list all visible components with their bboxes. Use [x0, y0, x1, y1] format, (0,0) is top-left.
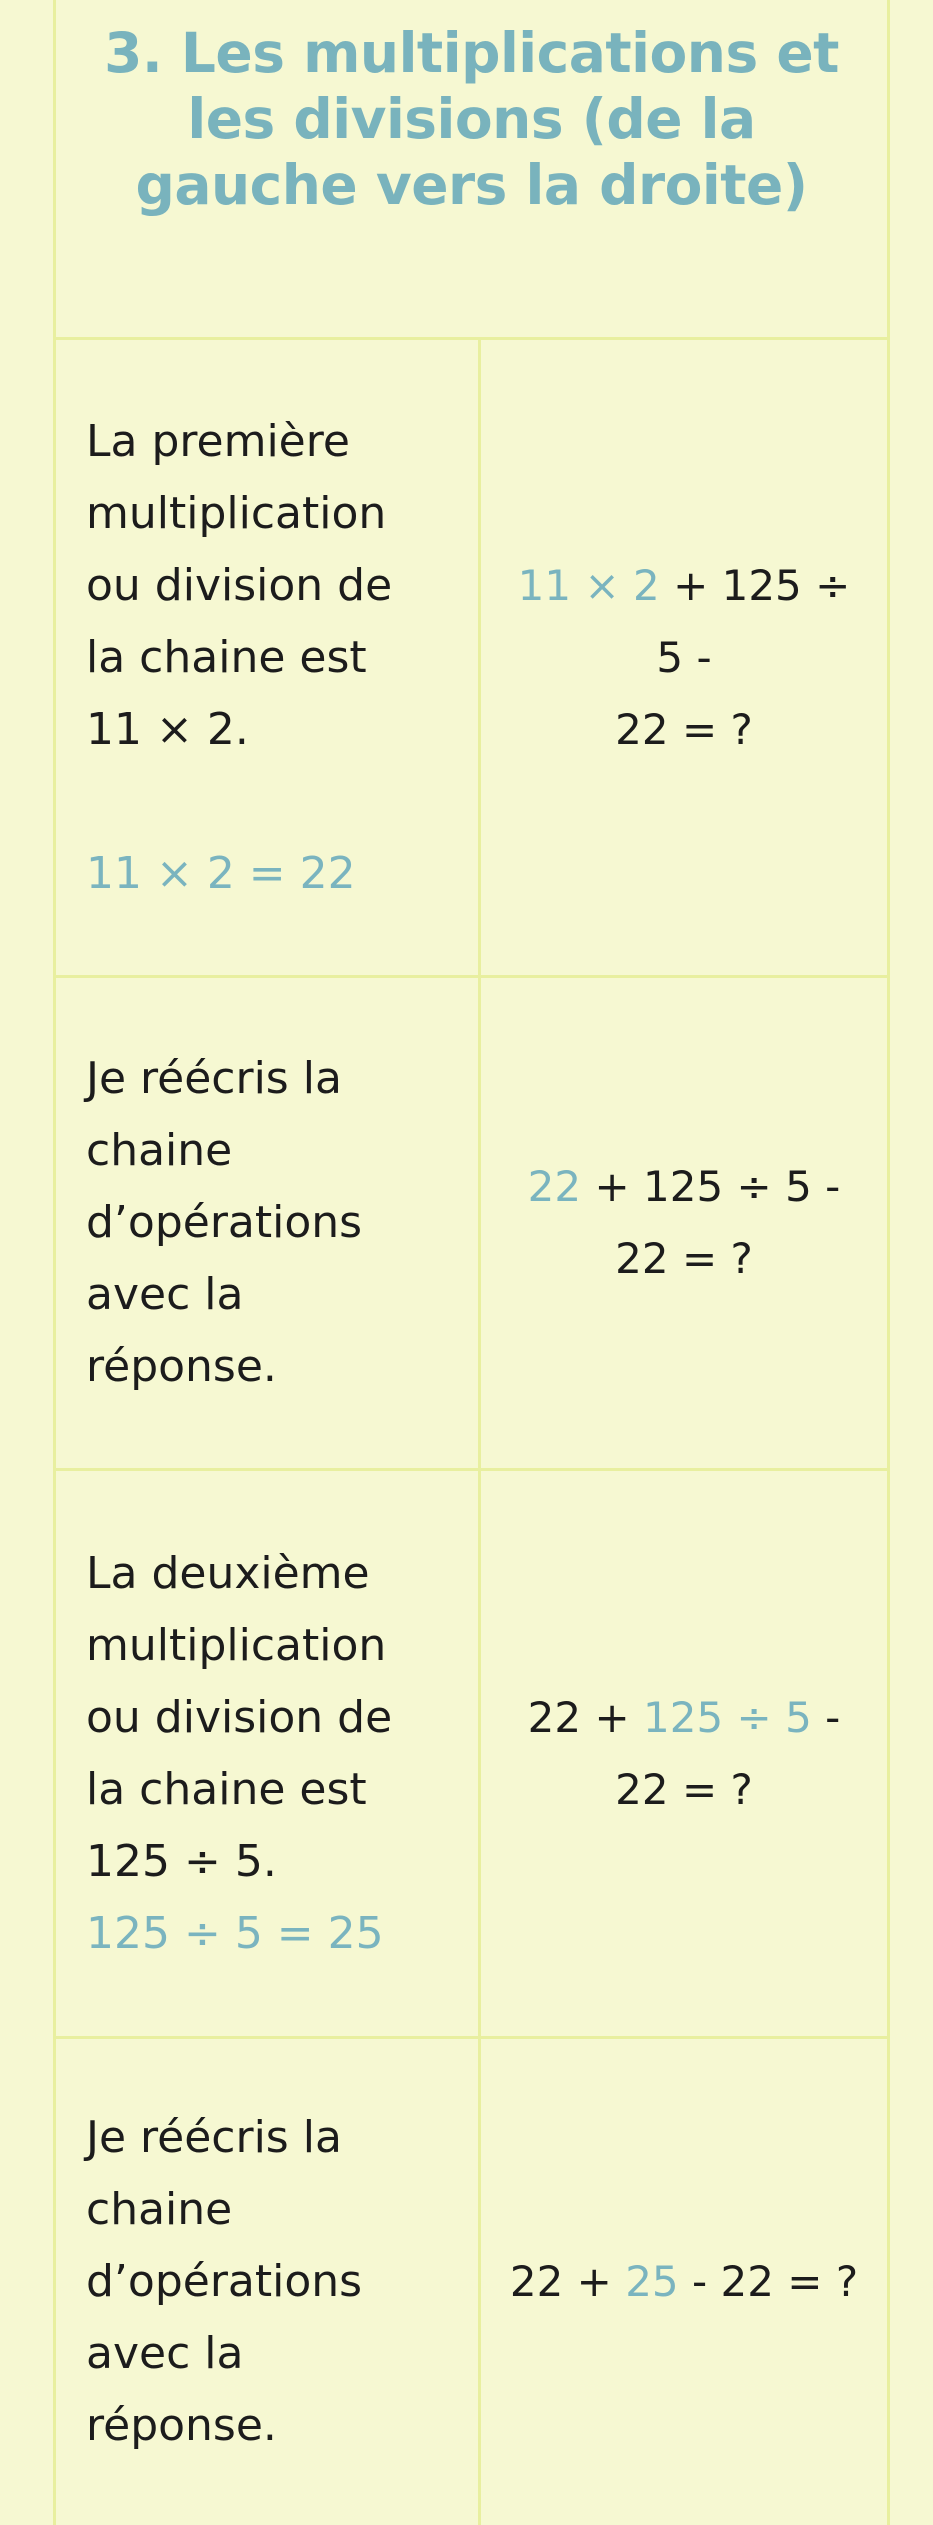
step-4-line-1: Je réécris la: [86, 2112, 342, 2163]
step-2-line-1: Je réécris la: [86, 1053, 342, 1104]
step-1-line-5: 11 × 2.: [86, 703, 249, 755]
step-4-highlight: 25: [625, 2257, 679, 2306]
step-2-highlight: 22: [527, 1162, 582, 1211]
step-2-explanation: [56, 978, 481, 1468]
step-1-expression: [481, 340, 887, 975]
step-2-expression: [481, 978, 887, 1468]
title-cell: [56, 0, 887, 340]
step-3-line-5: 125 ÷ 5.: [86, 1835, 277, 1887]
step-2-line-4: avec la: [86, 1269, 244, 1320]
step-1-highlight: 11 × 2: [517, 560, 660, 610]
step-2-line-2: chaine: [86, 1125, 233, 1176]
step-2-line-3: d’opérations: [86, 1197, 363, 1248]
step-1-expr-line2: 22 = ?: [615, 704, 753, 754]
step-3-line-1: La deuxième: [86, 1547, 370, 1599]
step-3-result: 125 ÷ 5 = 25: [86, 1907, 384, 1959]
step-3-expr-rest: -: [811, 1692, 841, 1742]
step-4-line-5: réponse.: [86, 2400, 277, 2451]
step-4-expr-start: 22 +: [509, 2257, 626, 2306]
step-3-expr-start: 22 +: [527, 1692, 644, 1742]
steps-table: [53, 0, 890, 2525]
step-2-expr-rest: + 125 ÷ 5 -: [581, 1162, 841, 1211]
step-4-line-2: chaine: [86, 2184, 233, 2235]
step-3-expression: [481, 1471, 887, 2036]
step-4-line-3: d’opérations: [86, 2256, 363, 2307]
step-4-expression: [481, 2039, 887, 2525]
step-2-expr-line2: 22 = ?: [615, 1234, 753, 1283]
step-row-1: [56, 340, 887, 978]
step-3-highlight: 125 ÷ 5: [643, 1692, 812, 1742]
step-1-line-3: ou division de: [86, 559, 393, 611]
step-4-explanation: [56, 2039, 481, 2525]
step-3-line-4: la chaine est: [86, 1763, 367, 1815]
step-1-explanation: [56, 340, 481, 975]
step-4-expr-rest: - 22 = ?: [678, 2257, 859, 2306]
step-2-line-5: réponse.: [86, 1341, 277, 1392]
spacer: [86, 766, 468, 838]
step-row-2: [56, 978, 887, 1471]
step-1-line-2: multiplication: [86, 487, 387, 539]
step-1-expr-rest: + 125 ÷ 5 -: [656, 560, 851, 682]
section-title: 3. Les multiplications et les divisions (de la gauche vers la droite): [104, 21, 839, 217]
step-3-line-2: multiplication: [86, 1619, 387, 1671]
step-1-line-4: la chaine est: [86, 631, 367, 683]
step-3-line-3: ou division de: [86, 1691, 393, 1743]
step-3-explanation: [56, 1471, 481, 2036]
step-3-expr-line2: 22 = ?: [615, 1764, 753, 1814]
step-1-result: 11 × 2 = 22: [86, 847, 356, 899]
step-row-4: [56, 2039, 887, 2525]
step-1-line-1: La première: [86, 415, 350, 467]
step-4-line-4: avec la: [86, 2328, 244, 2379]
step-row-3: [56, 1471, 887, 2039]
